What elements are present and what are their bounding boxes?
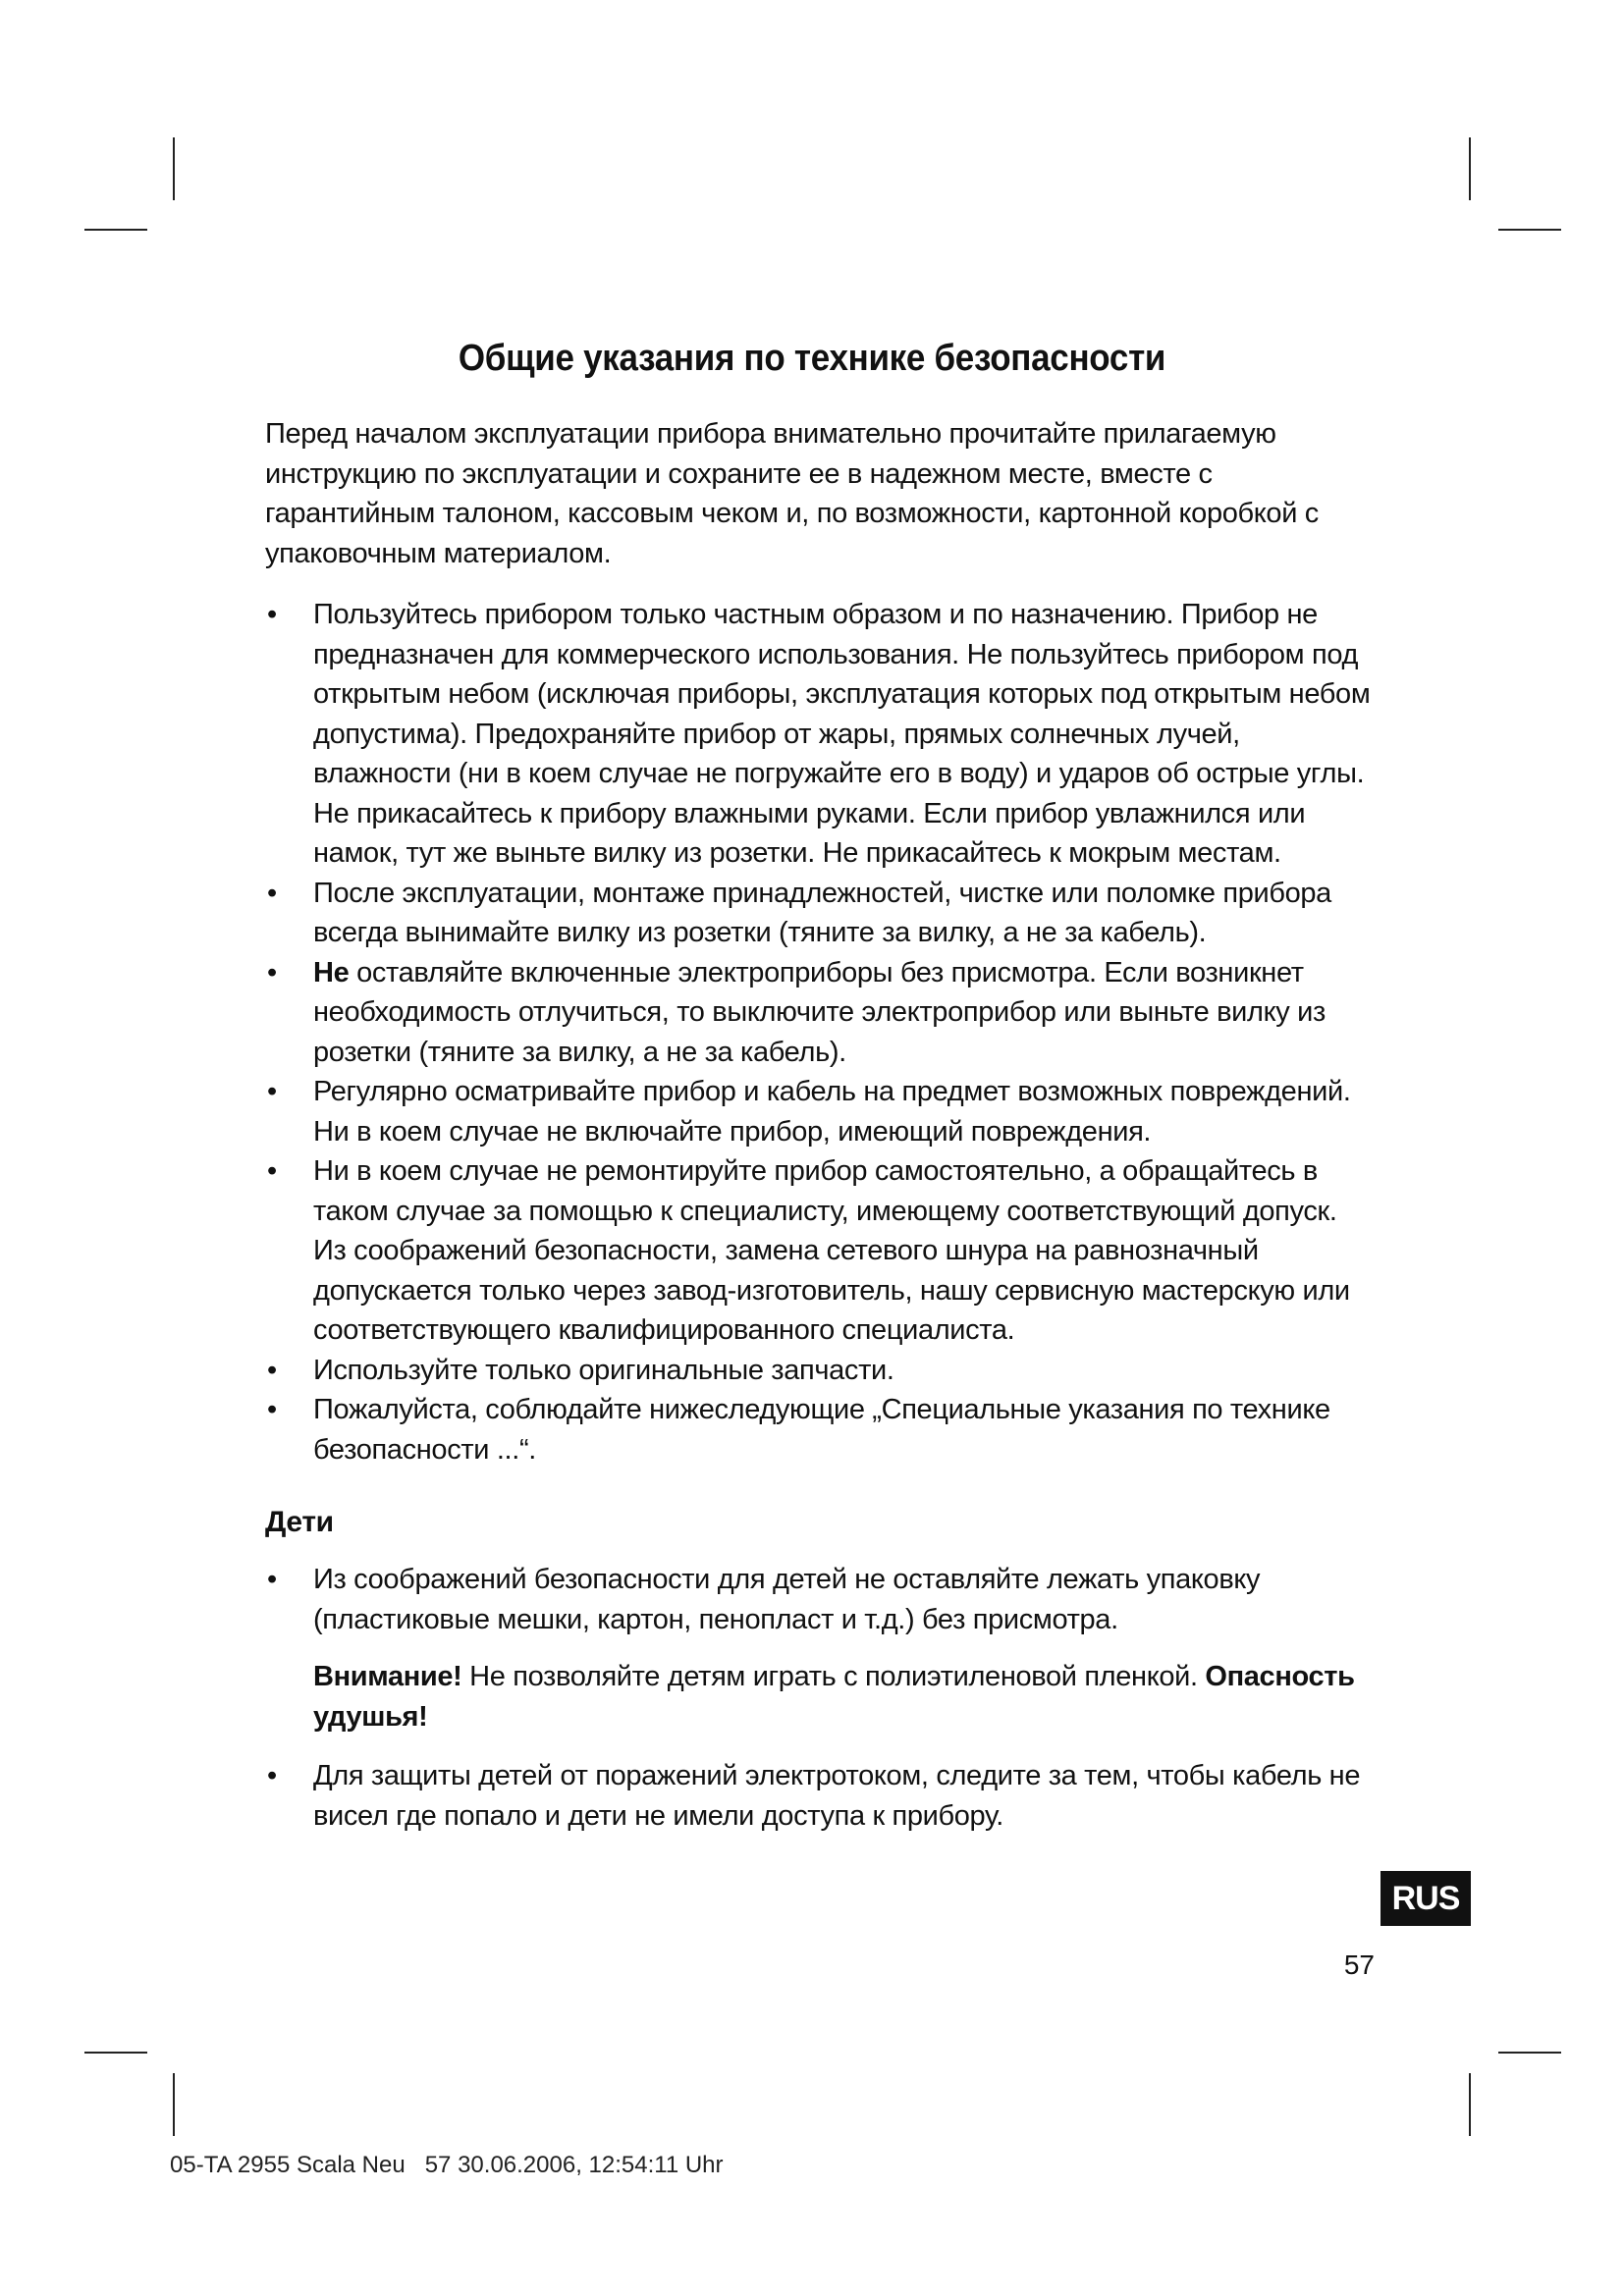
crop-mark-top-right-vertical bbox=[1469, 137, 1471, 200]
list-item bbox=[265, 1351, 1375, 1391]
list-item-text: Регулярно осматривайте прибор и кабель на предмет возможных повреждений. Ни в коем случае не включайте прибор, имеющий повреждения. bbox=[313, 1076, 1351, 1148]
list-item-text: После эксплуатации, монтаже принадлежностей, чистке или поломке прибора всегда вынимайте вилку из розетки (тяните за вилку, а не за кабель). bbox=[313, 877, 1331, 948]
crop-mark-bottom-right-vertical bbox=[1469, 2073, 1471, 2136]
list-item-text: Для защиты детей от поражений электротоком, следите за тем, чтобы кабель не висел где попало и дети не имели доступа к прибору. bbox=[313, 1760, 1361, 1832]
crop-mark-bottom-left-horizontal bbox=[84, 2052, 147, 2054]
footer-slug: 05-TA 2955 Scala Neu 57 30.06.2006, 12:54:11 Uhr bbox=[170, 2152, 724, 2178]
intro-paragraph: Перед началом эксплуатации прибора внимательно прочитайте прилагаемую инструкцию по эксплуатации и сохраните ее в надежном месте, вместе с гарантийным талоном, кассовым чеком и, по возможности, картонной коробкой с упаковочным материалом. bbox=[265, 418, 1319, 569]
list-item bbox=[265, 1756, 1375, 1836]
crop-mark-top-right-horizontal bbox=[1498, 229, 1561, 231]
page-number: 57 bbox=[1343, 1949, 1375, 1980]
list-item-text: оставляйте включенные электроприборы без присмотра. Если возникнет необходимость отлучиться, то выключите электроприбор или выньте вилку из розетки (тяните за вилку, а не за кабель). bbox=[313, 956, 1326, 1068]
children-bullet-list bbox=[265, 1560, 1375, 1639]
list-item bbox=[265, 1151, 1375, 1351]
list-item bbox=[265, 874, 1375, 953]
children-warning bbox=[313, 1657, 1375, 1736]
crop-mark-bottom-right-horizontal bbox=[1498, 2052, 1561, 2054]
warning-emphasis: Опасность удушья! bbox=[313, 1661, 1355, 1733]
list-item-bold-word: Не bbox=[313, 956, 350, 988]
list-item-text: Пожалуйста, соблюдайте нижеследующие „Специальные указания по технике безопасности ...“. bbox=[313, 1394, 1330, 1466]
list-item-text: Ни в коем случае не ремонтируйте прибор самостоятельно, а обращайтесь в таком случае за помощью к специалисту, имеющему соответствующий допуск. Из соображений безопасности, замена сетевого шнура на равнозначный допускается только через завод-изготовитель, нашу сервисную мастерскую или соответствующего квалифицированного специалиста. bbox=[313, 1155, 1350, 1346]
page-title: Общие указания по технике безопасности bbox=[458, 338, 1166, 379]
list-item bbox=[265, 953, 1375, 1073]
warning-text: Не позволяйте детям играть с полиэтиленовой пленкой. bbox=[461, 1661, 1206, 1692]
list-item bbox=[265, 1390, 1375, 1469]
list-item bbox=[265, 1072, 1375, 1151]
warning-label: Внимание! bbox=[313, 1661, 462, 1692]
safety-content bbox=[265, 414, 1375, 1836]
safety-bullet-list bbox=[265, 595, 1375, 1469]
language-badge: RUS bbox=[1380, 1871, 1471, 1926]
crop-mark-top-left-vertical bbox=[173, 137, 175, 200]
list-item bbox=[265, 595, 1375, 874]
list-item-text: Пользуйтесь прибором только частным образом и по назначению. Прибор не предназначен для коммерческого использования. Не пользуйтесь прибором под открытым небом (исключая приборы, эксплуатация которых под открытым небом допустима). Предохраняйте прибор от жары, прямых солнечных лучей, влажности (ни в коем случае не погружайте его в воду) и ударов об острые углы. Не прикасайтесь к прибору влажными руками. Если прибор увлажнился или намок, тут же выньте вилку из розетки. Не прикасайтесь к мокрым местам. bbox=[313, 599, 1371, 869]
list-item-text: Из соображений безопасности для детей не оставляйте лежать упаковку (пластиковые мешки, картон, пенопласт и т.д.) без присмотра. bbox=[313, 1564, 1261, 1635]
children-section-heading: Дети bbox=[265, 1506, 334, 1538]
crop-mark-top-left-horizontal bbox=[84, 229, 147, 231]
children-bullet-list-2 bbox=[265, 1756, 1375, 1836]
list-item-text: Используйте только оригинальные запчасти. bbox=[313, 1354, 894, 1386]
list-item bbox=[265, 1560, 1375, 1639]
crop-mark-bottom-left-vertical bbox=[173, 2073, 175, 2136]
